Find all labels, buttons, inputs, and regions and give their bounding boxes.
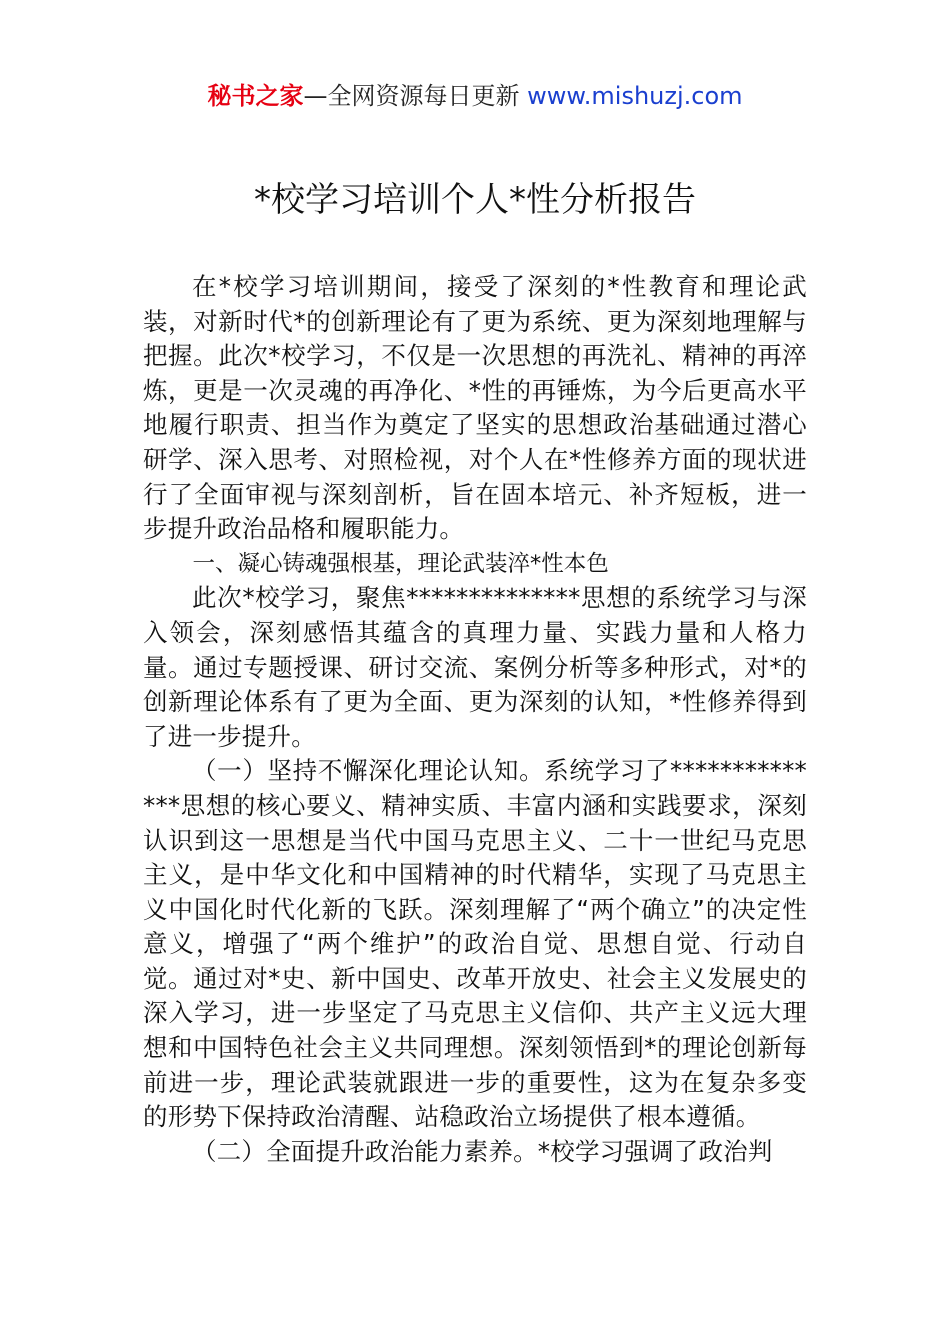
site-header [0, 80, 950, 112]
item-one-paragraph: （一）坚持不懈深化理论认知。系统学习了**************思想的核心要义、精神实质、丰富内涵和实践要求，深刻认识到这一思想是当代中国马克思主义、二十一世纪马克思主义，是中华文化和中国精神的时代精华，实现了马克思主义中国化时代化新的飞跃。深刻理解了“两个确立”的决定性意义，增强了“两个维护”的政治自觉、思想自觉、行动自觉。通过对*史、新中国史、改革开放史、社会主义发展史的深入学习，进一步坚定了马克思主义信仰、共产主义远大理想和中国特色社会主义共同理想。深刻领悟到*的理论创新每前进一步，理论武装就跟进一步的重要性，这为在复杂多变的形势下保持政治清醒、站稳政治立场提供了根本遵循。 [143, 756, 807, 1132]
site-tagline: —全网资源每日更新 [303, 82, 520, 110]
site-url-link[interactable]: www.mishuzj.com [527, 82, 743, 110]
section-heading: 一、凝心铸魂强根基，理论武装淬*性本色 [192, 550, 609, 577]
intro-paragraph: 在*校学习培训期间，接受了深刻的*性教育和理论武装，对新时代*的创新理论有了更为系统、更为深刻地理解与把握。此次*校学习，不仅是一次思想的再洗礼、精神的再淬炼，更是一次灵魂的再净化、*性的再锤炼，为今后更高水平地履行职责、担当作为奠定了坚实的思想政治基础通过潜心研学、深入思考、对照检视，对个人在*性修养方面的现状进行了全面审视与深刻剖析，旨在固本培元、补齐短板，进一步提升政治品格和履职能力。 [143, 272, 807, 544]
document-body [143, 270, 807, 1169]
item-two-paragraph: （二）全面提升政治能力素养。*校学习强调了政治判 [192, 1136, 773, 1166]
site-brand: 秘书之家 [207, 82, 304, 110]
document-title: *校学习培训个人*性分析报告 [254, 180, 696, 220]
section-paragraph: 此次*校学习，聚焦**************思想的系统学习与深入领会，深刻感悟其蕴含的真理力量、实践力量和人格力量。通过专题授课、研讨交流、案例分析等多种形式，对*的创新理论体系有了更为全面、更为深刻的认知，*性修养得到了进一步提升。 [143, 583, 807, 751]
